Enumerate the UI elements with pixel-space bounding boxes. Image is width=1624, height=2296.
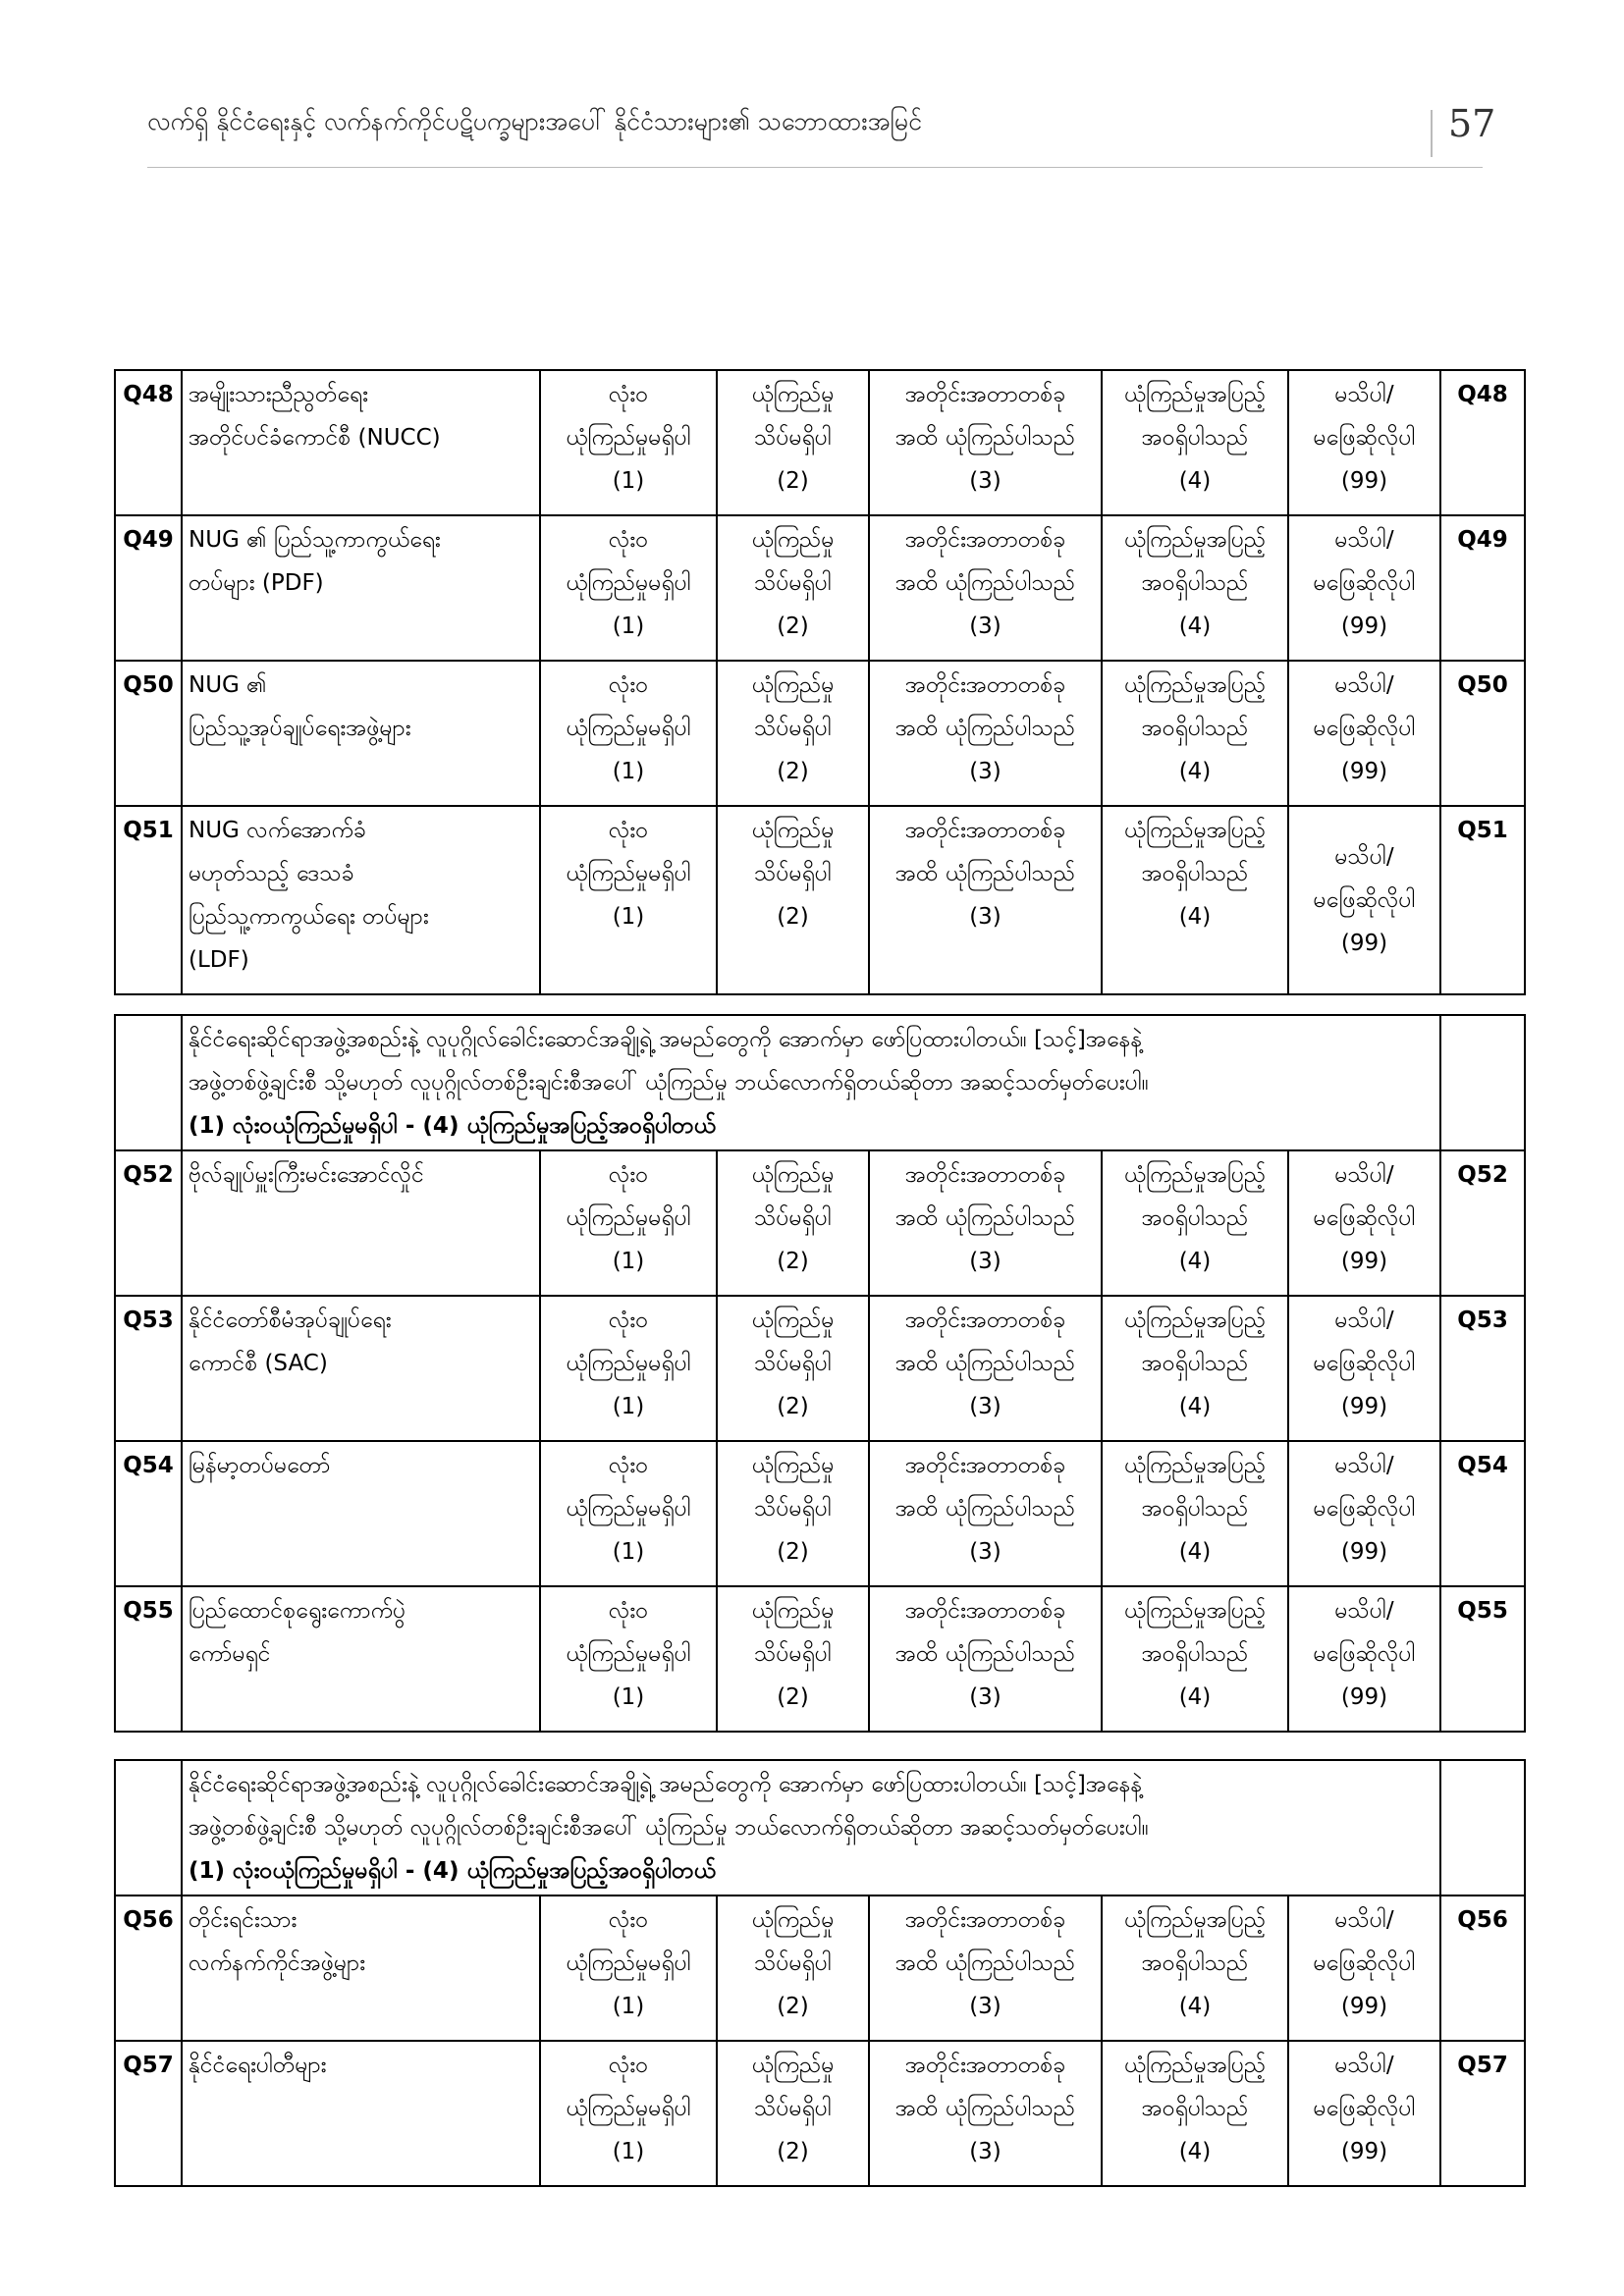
answer-option-o3-line: အထိ ယုံကြည်ပါသည် — [894, 1351, 1076, 1376]
question-text-line: ဗိုလ်ချုပ်မှူးကြီးမင်းအောင်လှိုင် — [189, 1162, 424, 1188]
answer-option-o4-line: (4) — [1178, 2139, 1212, 2164]
answer-option-o4-line: အဝရှိပါသည် — [1141, 2096, 1249, 2121]
answer-option-o1-line: ယုံကြည်မှုမရှိပါ — [566, 1950, 691, 1976]
answer-option-o3-line: (3) — [969, 904, 1001, 930]
answer-option-o5 — [1288, 1296, 1440, 1441]
question-text-line: အတိုင်ပင်ခံကောင်စီ (NUCC) — [189, 425, 441, 451]
answer-option-o3 — [869, 1296, 1102, 1441]
instruction-scale: (1) လုံးဝယုံကြည်မှုမရှိပါ - (4) ယုံကြည်မှုအပြည့်အဝရှိပါတယ် — [189, 1858, 716, 1884]
answer-option-o4-line: အဝရှိပါသည် — [1141, 1351, 1249, 1376]
answer-option-o3-line: (3) — [969, 1539, 1001, 1565]
question-text-line: (LDF) — [189, 947, 249, 973]
answer-option-o3-line: အထိ ယုံကြည်ပါသည် — [894, 1205, 1076, 1231]
question-text-line: မြန်မာ့တပ်မတော် — [189, 1453, 331, 1478]
answer-option-o5-line: (99) — [1340, 468, 1388, 494]
answer-option-o3 — [869, 2041, 1102, 2186]
question-text-line: NUG လက်အောက်ခံ — [189, 818, 366, 843]
question-id-right: Q48 — [1440, 370, 1525, 515]
answer-option-o2-line: (2) — [777, 1539, 809, 1565]
answer-option-o3-line: အတိုင်းအတာတစ်ခု — [904, 818, 1066, 843]
answer-option-o2-line: ယုံကြည်မှု — [751, 2053, 835, 2078]
question-table-2 — [114, 1014, 1526, 1733]
question-text — [182, 806, 540, 994]
answer-option-o3-line: အထိ ယုံကြည်ပါသည် — [894, 861, 1076, 886]
answer-option-o3-line: (3) — [969, 2139, 1001, 2164]
answer-option-o2 — [717, 661, 869, 806]
answer-option-o1-line: (1) — [612, 1539, 645, 1565]
answer-option-o3-line: အတိုင်းအတာတစ်ခု — [904, 527, 1066, 553]
answer-option-o4-line: (4) — [1178, 1994, 1212, 2019]
answer-option-o5-line: မသိပါ/ — [1334, 1162, 1394, 1188]
question-text-line: NUG ၏ — [189, 672, 267, 698]
answer-option-o1-line: လုံးဝ — [608, 2053, 649, 2078]
answer-option-o4 — [1102, 1296, 1288, 1441]
answer-option-o3-line: အတိုင်းအတာတစ်ခု — [904, 1308, 1066, 1333]
question-id-right: Q56 — [1440, 1896, 1525, 2041]
header-rule — [147, 167, 1483, 168]
answer-option-o3-line: အတိုင်းအတာတစ်ခု — [904, 1453, 1066, 1478]
answer-option-o1-line: လုံးဝ — [608, 672, 649, 698]
answer-option-o1 — [540, 1441, 717, 1586]
question-text-line: ပြည်ထောင်စုရွေးကောက်ပွဲ — [189, 1598, 406, 1624]
answer-option-o1-line: လုံးဝ — [608, 818, 649, 843]
answer-option-o1-line: လုံးဝ — [608, 527, 649, 553]
answer-option-o3-line: (3) — [969, 614, 1001, 639]
answer-option-o2-line: (2) — [777, 1394, 809, 1419]
answer-option-o4-line: (4) — [1178, 614, 1212, 639]
answer-option-o2 — [717, 2041, 869, 2186]
answer-option-o3-line: အတိုင်းအတာတစ်ခု — [904, 672, 1066, 698]
question-id: Q54 — [115, 1441, 182, 1586]
answer-option-o3-line: အထိ ယုံကြည်ပါသည် — [894, 1950, 1076, 1976]
question-id-right: Q50 — [1440, 661, 1525, 806]
answer-option-o1-line: (1) — [612, 1994, 645, 2019]
question-id-right: Q54 — [1440, 1441, 1525, 1586]
answer-option-o5-line: မဖြေဆိုလိုပါ — [1313, 2096, 1416, 2121]
answer-option-o1-line: ယုံကြည်မှုမရှိပါ — [566, 1641, 691, 1667]
answer-option-o1-line: (1) — [612, 1684, 645, 1710]
answer-option-o3 — [869, 1441, 1102, 1586]
answer-option-o2-line: သိပ်မရှိပါ — [754, 2096, 832, 2121]
answer-option-o2-line: သိပ်မရှိပါ — [754, 570, 832, 596]
answer-option-o1-line: လုံးဝ — [608, 1162, 649, 1188]
question-text-line: ကောင်စီ (SAC) — [189, 1351, 328, 1376]
answer-option-o5 — [1288, 1441, 1440, 1586]
answer-option-o4-line: (4) — [1178, 1539, 1212, 1565]
question-id: Q55 — [115, 1586, 182, 1732]
question-table-1 — [114, 369, 1526, 995]
question-row — [115, 370, 1525, 515]
answer-option-o5 — [1288, 1150, 1440, 1296]
answer-option-o5-line: (99) — [1340, 1539, 1388, 1565]
instruction-line-2: အဖွဲ့တစ်ဖွဲ့ချင်းစီ သို့မဟုတ် လူပုဂ္ဂိုလ်တစ်ဦးချင်းစီအပေါ် ယုံကြည်မှု ဘယ်လောက်ရှိတယ်ဆိုတာ အဆင့်သတ်မှတ်ပေးပါ။ — [189, 1815, 1149, 1841]
answer-option-o4-line: (4) — [1178, 468, 1212, 494]
question-table-3 — [114, 1759, 1526, 2187]
question-row — [115, 661, 1525, 806]
answer-option-o2-line: (2) — [777, 2139, 809, 2164]
answer-option-o1-line: လုံးဝ — [608, 382, 649, 407]
answer-option-o4-line: အဝရှိပါသည် — [1141, 861, 1249, 886]
answer-option-o5-line: မသိပါ/ — [1334, 527, 1394, 553]
answer-option-o5-line: မသိပါ/ — [1334, 1453, 1394, 1478]
answer-option-o4 — [1102, 1586, 1288, 1732]
question-row — [115, 2041, 1525, 2186]
question-text-line: နိုင်ငံတော်စီမံအုပ်ချုပ်ရေး — [189, 1308, 392, 1333]
instruction-scale: (1) လုံးဝယုံကြည်မှုမရှိပါ - (4) ယုံကြည်မှုအပြည့်အဝရှိပါတယ် — [189, 1113, 716, 1139]
answer-option-o4 — [1102, 1441, 1288, 1586]
answer-option-o1-line: လုံးဝ — [608, 1308, 649, 1333]
answer-option-o5-line: မဖြေဆိုလိုပါ — [1313, 425, 1416, 451]
answer-option-o5 — [1288, 1896, 1440, 2041]
question-id: Q56 — [115, 1896, 182, 2041]
instruction-cell — [182, 1760, 1440, 1896]
answer-option-o5-line: မဖြေဆိုလိုပါ — [1313, 1351, 1416, 1376]
running-header-title: လက်ရှိ နိုင်ငံရေးနှင့် လက်နက်ကိုင်ပဋိပက္ခများအပေါ် နိုင်ငံသားများ၏ သဘောထားအမြင် — [147, 107, 922, 135]
answer-option-o3-line: အထိ ယုံကြည်ပါသည် — [894, 716, 1076, 741]
answer-option-o3-line: အတိုင်းအတာတစ်ခု — [904, 1598, 1066, 1624]
answer-option-o2 — [717, 806, 869, 994]
answer-option-o5-line: မသိပါ/ — [1334, 382, 1394, 407]
answer-option-o3 — [869, 1896, 1102, 2041]
answer-option-o2-line: (2) — [777, 1684, 809, 1710]
answer-option-o2-line: ယုံကြည်မှု — [751, 1907, 835, 1933]
answer-option-o4 — [1102, 661, 1288, 806]
answer-option-o3-line: အတိုင်းအတာတစ်ခု — [904, 1162, 1066, 1188]
answer-option-o4 — [1102, 2041, 1288, 2186]
answer-option-o5-line: (99) — [1340, 1249, 1388, 1274]
answer-option-o1-line: ယုံကြည်မှုမရှိပါ — [566, 861, 691, 886]
answer-option-o3-line: အတိုင်းအတာတစ်ခု — [904, 2053, 1066, 2078]
answer-option-o1 — [540, 661, 717, 806]
answer-option-o1 — [540, 2041, 717, 2186]
instruction-line-1: နိုင်ငံရေးဆိုင်ရာအဖွဲ့အစည်းနဲ့ လူပုဂ္ဂိုလ်ခေါင်းဆောင်အချို့ရဲ့ အမည်တွေကို အောက်မှာ ဖော်ပြထားပါတယ်။ [သင့်]အနေနဲ့ — [189, 1772, 1143, 1797]
answer-option-o2 — [717, 1296, 869, 1441]
answer-option-o5-line: မသိပါ/ — [1334, 2053, 1394, 2078]
answer-option-o4-line: (4) — [1178, 1394, 1212, 1419]
question-id-right: Q49 — [1440, 515, 1525, 661]
answer-option-o5-line: (99) — [1340, 1684, 1388, 1710]
question-row — [115, 1150, 1525, 1296]
answer-option-o4-line: အဝရှိပါသည် — [1141, 1641, 1249, 1667]
answer-option-o3-line: အထိ ယုံကြည်ပါသည် — [894, 1641, 1076, 1667]
answer-option-o5-line: မဖြေဆိုလိုပါ — [1313, 1496, 1416, 1522]
answer-option-o2-line: ယုံကြည်မှု — [751, 1308, 835, 1333]
answer-option-o3-line: အထိ ယုံကြည်ပါသည် — [894, 425, 1076, 451]
answer-option-o4-line: ယုံကြည်မှုအပြည့် — [1123, 672, 1267, 698]
answer-option-o1 — [540, 515, 717, 661]
answer-option-o1 — [540, 1296, 717, 1441]
question-row — [115, 1586, 1525, 1732]
answer-option-o5-line: (99) — [1340, 759, 1388, 784]
answer-option-o4 — [1102, 515, 1288, 661]
answer-option-o2 — [717, 370, 869, 515]
question-text — [182, 1586, 540, 1732]
answer-option-o1-line: (1) — [612, 1249, 645, 1274]
answer-option-o4-line: အဝရှိပါသည် — [1141, 570, 1249, 596]
answer-option-o4-line: ယုံကြည်မှုအပြည့် — [1123, 1907, 1267, 1933]
answer-option-o2-line: ယုံကြည်မှု — [751, 527, 835, 553]
answer-option-o1-line: ယုံကြည်မှုမရှိပါ — [566, 1205, 691, 1231]
question-id: Q51 — [115, 806, 182, 994]
answer-option-o2-line: ယုံကြည်မှု — [751, 382, 835, 407]
instruction-blank-left — [115, 1015, 182, 1150]
question-text-line: ပြည်သူ့အုပ်ချုပ်ရေးအဖွဲ့များ — [189, 716, 411, 741]
answer-option-o5 — [1288, 515, 1440, 661]
question-text-line: မဟုတ်သည့် ဒေသခံ — [189, 861, 354, 886]
question-text-line: တပ်များ (PDF) — [189, 570, 324, 596]
question-row — [115, 1441, 1525, 1586]
answer-option-o2 — [717, 1150, 869, 1296]
question-id: Q48 — [115, 370, 182, 515]
page-number: 57 — [1448, 102, 1496, 145]
answer-option-o4-line: အဝရှိပါသည် — [1141, 1205, 1249, 1231]
answer-option-o2-line: သိပ်မရှိပါ — [754, 716, 832, 741]
instruction-blank-right — [1440, 1015, 1525, 1150]
answer-option-o2-line: (2) — [777, 468, 809, 494]
answer-option-o4 — [1102, 806, 1288, 994]
answer-option-o4-line: ယုံကြည်မှုအပြည့် — [1123, 1162, 1267, 1188]
answer-option-o4-line: (4) — [1178, 1684, 1212, 1710]
answer-option-o3-line: အတိုင်းအတာတစ်ခု — [904, 382, 1066, 407]
answer-option-o2-line: သိပ်မရှိပါ — [754, 1205, 832, 1231]
answer-option-o1-line: ယုံကြည်မှုမရှိပါ — [566, 425, 691, 451]
answer-option-o1-line: ယုံကြည်မှုမရှိပါ — [566, 1496, 691, 1522]
answer-option-o1-line: (1) — [612, 614, 645, 639]
answer-option-o2-line: (2) — [777, 1249, 809, 1274]
answer-option-o5-line: မသိပါ/ — [1334, 672, 1394, 698]
answer-option-o4-line: အဝရှိပါသည် — [1141, 1496, 1249, 1522]
answer-option-o2-line: သိပ်မရှိပါ — [754, 1950, 832, 1976]
answer-option-o1-line: လုံးဝ — [608, 1453, 649, 1478]
answer-option-o4-line: (4) — [1178, 904, 1212, 930]
instruction-line-2: အဖွဲ့တစ်ဖွဲ့ချင်းစီ သို့မဟုတ် လူပုဂ္ဂိုလ်တစ်ဦးချင်းစီအပေါ် ယုံကြည်မှု ဘယ်လောက်ရှိတယ်ဆိုတာ အဆင့်သတ်မှတ်ပေးပါ။ — [189, 1070, 1149, 1095]
answer-option-o1 — [540, 1586, 717, 1732]
answer-option-o5-line: မသိပါ/ — [1334, 844, 1394, 870]
question-id-right: Q52 — [1440, 1150, 1525, 1296]
answer-option-o5 — [1288, 806, 1440, 994]
instruction-line-1: နိုင်ငံရေးဆိုင်ရာအဖွဲ့အစည်းနဲ့ လူပုဂ္ဂိုလ်ခေါင်းဆောင်အချို့ရဲ့ အမည်တွေကို အောက်မှာ ဖော်ပြထားပါတယ်။ [သင့်]အနေနဲ့ — [189, 1027, 1143, 1052]
answer-option-o1-line: (1) — [612, 904, 645, 930]
answer-option-o2-line: ယုံကြည်မှု — [751, 672, 835, 698]
answer-option-o2-line: သိပ်မရှိပါ — [754, 861, 832, 886]
question-row — [115, 515, 1525, 661]
question-text-line: ကော်မရှင် — [189, 1641, 271, 1667]
answer-option-o2-line: (2) — [777, 759, 809, 784]
answer-option-o5 — [1288, 370, 1440, 515]
question-id-right: Q55 — [1440, 1586, 1525, 1732]
question-row — [115, 1896, 1525, 2041]
answer-option-o5-line: (99) — [1340, 1394, 1388, 1419]
question-id: Q53 — [115, 1296, 182, 1441]
question-text — [182, 370, 540, 515]
answer-option-o2 — [717, 1441, 869, 1586]
answer-option-o2 — [717, 1586, 869, 1732]
question-id: Q52 — [115, 1150, 182, 1296]
question-id: Q50 — [115, 661, 182, 806]
question-text-line: တိုင်းရင်းသား — [189, 1907, 298, 1933]
question-text — [182, 515, 540, 661]
answer-option-o2-line: သိပ်မရှိပါ — [754, 1351, 832, 1376]
question-text — [182, 661, 540, 806]
question-row — [115, 1296, 1525, 1441]
answer-option-o4-line: (4) — [1178, 759, 1212, 784]
answer-option-o2-line: (2) — [777, 904, 809, 930]
answer-option-o4 — [1102, 370, 1288, 515]
question-id-right: Q51 — [1440, 806, 1525, 994]
question-id: Q49 — [115, 515, 182, 661]
answer-option-o2-line: ယုံကြည်မှု — [751, 1453, 835, 1478]
question-text — [182, 1896, 540, 2041]
question-text — [182, 1441, 540, 1586]
answer-option-o4-line: အဝရှိပါသည် — [1141, 425, 1249, 451]
answer-option-o5 — [1288, 661, 1440, 806]
answer-option-o1-line: ယုံကြည်မှုမရှိပါ — [566, 1351, 691, 1376]
answer-option-o3 — [869, 806, 1102, 994]
question-text — [182, 1150, 540, 1296]
answer-option-o3 — [869, 370, 1102, 515]
instruction-blank-right — [1440, 1760, 1525, 1896]
answer-option-o4-line: ယုံကြည်မှုအပြည့် — [1123, 818, 1267, 843]
answer-option-o1-line: (1) — [612, 2139, 645, 2164]
question-text-line: အမျိုးသားညီညွတ်ရေး — [189, 382, 368, 407]
answer-option-o5-line: မသိပါ/ — [1334, 1907, 1394, 1933]
question-text-line: နိုင်ငံရေးပါတီများ — [189, 2053, 327, 2078]
answer-option-o1-line: (1) — [612, 468, 645, 494]
answer-option-o5-line: (99) — [1340, 931, 1388, 956]
answer-option-o1-line: လုံးဝ — [608, 1907, 649, 1933]
answer-option-o2-line: (2) — [777, 614, 809, 639]
answer-option-o3-line: (3) — [969, 468, 1001, 494]
answer-option-o3-line: (3) — [969, 1994, 1001, 2019]
question-id-right: Q57 — [1440, 2041, 1525, 2186]
answer-option-o1-line: (1) — [612, 1394, 645, 1419]
answer-option-o1 — [540, 370, 717, 515]
answer-option-o5-line: (99) — [1340, 1994, 1388, 2019]
answer-option-o5-line: မဖြေဆိုလိုပါ — [1313, 1205, 1416, 1231]
answer-option-o3-line: (3) — [969, 1684, 1001, 1710]
answer-option-o5-line: မသိပါ/ — [1334, 1598, 1394, 1624]
answer-option-o5-line: မသိပါ/ — [1334, 1308, 1394, 1333]
answer-option-o5-line: မဖြေဆိုလိုပါ — [1313, 887, 1416, 913]
answer-option-o5-line: (99) — [1340, 614, 1388, 639]
answer-option-o1-line: လုံးဝ — [608, 1598, 649, 1624]
answer-option-o2-line: သိပ်မရှိပါ — [754, 425, 832, 451]
answer-option-o4-line: ယုံကြည်မှုအပြည့် — [1123, 1453, 1267, 1478]
answer-option-o2-line: (2) — [777, 1994, 809, 2019]
answer-option-o3-line: အထိ ယုံကြည်ပါသည် — [894, 2096, 1076, 2121]
answer-option-o5-line: မဖြေဆိုလိုပါ — [1313, 1950, 1416, 1976]
answer-option-o3-line: အထိ ယုံကြည်ပါသည် — [894, 570, 1076, 596]
answer-option-o4-line: အဝရှိပါသည် — [1141, 1950, 1249, 1976]
answer-option-o3 — [869, 1150, 1102, 1296]
answer-option-o4-line: ယုံကြည်မှုအပြည့် — [1123, 2053, 1267, 2078]
answer-option-o4-line: ယုံကြည်မှုအပြည့် — [1123, 1308, 1267, 1333]
question-text-line: လက်နက်ကိုင်အဖွဲ့များ — [189, 1950, 366, 1976]
answer-option-o2-line: ယုံကြည်မှု — [751, 1598, 835, 1624]
answer-option-o5-line: မဖြေဆိုလိုပါ — [1313, 1641, 1416, 1667]
answer-option-o2-line: ယုံကြည်မှု — [751, 1162, 835, 1188]
answer-option-o2-line: သိပ်မရှိပါ — [754, 1496, 832, 1522]
answer-option-o5-line: (99) — [1340, 2139, 1388, 2164]
answer-option-o2 — [717, 1896, 869, 2041]
answer-option-o1 — [540, 1896, 717, 2041]
answer-option-o5 — [1288, 2041, 1440, 2186]
answer-option-o4 — [1102, 1896, 1288, 2041]
question-id-right: Q53 — [1440, 1296, 1525, 1441]
answer-option-o3-line: (3) — [969, 1249, 1001, 1274]
answer-option-o4-line: အဝရှိပါသည် — [1141, 716, 1249, 741]
answer-option-o4-line: ယုံကြည်မှုအပြည့် — [1123, 1598, 1267, 1624]
answer-option-o1 — [540, 806, 717, 994]
answer-option-o3 — [869, 515, 1102, 661]
answer-option-o3 — [869, 1586, 1102, 1732]
instruction-blank-left — [115, 1760, 182, 1896]
question-row — [115, 806, 1525, 994]
answer-option-o1-line: ယုံကြည်မှုမရှိပါ — [566, 570, 691, 596]
answer-option-o4-line: ယုံကြည်မှုအပြည့် — [1123, 382, 1267, 407]
answer-option-o2 — [717, 515, 869, 661]
answer-option-o1-line: (1) — [612, 759, 645, 784]
question-text-line: ပြည်သူ့ကာကွယ်ရေး တပ်များ — [189, 904, 429, 930]
answer-option-o3-line: အတိုင်းအတာတစ်ခု — [904, 1907, 1066, 1933]
answer-option-o3-line: အထိ ယုံကြည်ပါသည် — [894, 1496, 1076, 1522]
answer-option-o2-line: ယုံကြည်မှု — [751, 818, 835, 843]
instruction-cell — [182, 1015, 1440, 1150]
answer-option-o4-line: (4) — [1178, 1249, 1212, 1274]
answer-option-o4-line: ယုံကြည်မှုအပြည့် — [1123, 527, 1267, 553]
header-separator — [1431, 110, 1433, 157]
answer-option-o3-line: (3) — [969, 759, 1001, 784]
question-id: Q57 — [115, 2041, 182, 2186]
question-text — [182, 2041, 540, 2186]
answer-option-o5-line: မဖြေဆိုလိုပါ — [1313, 716, 1416, 741]
question-text — [182, 1296, 540, 1441]
answer-option-o1-line: ယုံကြည်မှုမရှိပါ — [566, 716, 691, 741]
answer-option-o5-line: မဖြေဆိုလိုပါ — [1313, 570, 1416, 596]
answer-option-o2-line: သိပ်မရှိပါ — [754, 1641, 832, 1667]
answer-option-o3 — [869, 661, 1102, 806]
answer-option-o5 — [1288, 1586, 1440, 1732]
answer-option-o4 — [1102, 1150, 1288, 1296]
answer-option-o1-line: ယုံကြည်မှုမရှိပါ — [566, 2096, 691, 2121]
answer-option-o1 — [540, 1150, 717, 1296]
answer-option-o3-line: (3) — [969, 1394, 1001, 1419]
question-text-line: NUG ၏ ပြည်သူ့ကာကွယ်ရေး — [189, 527, 441, 553]
